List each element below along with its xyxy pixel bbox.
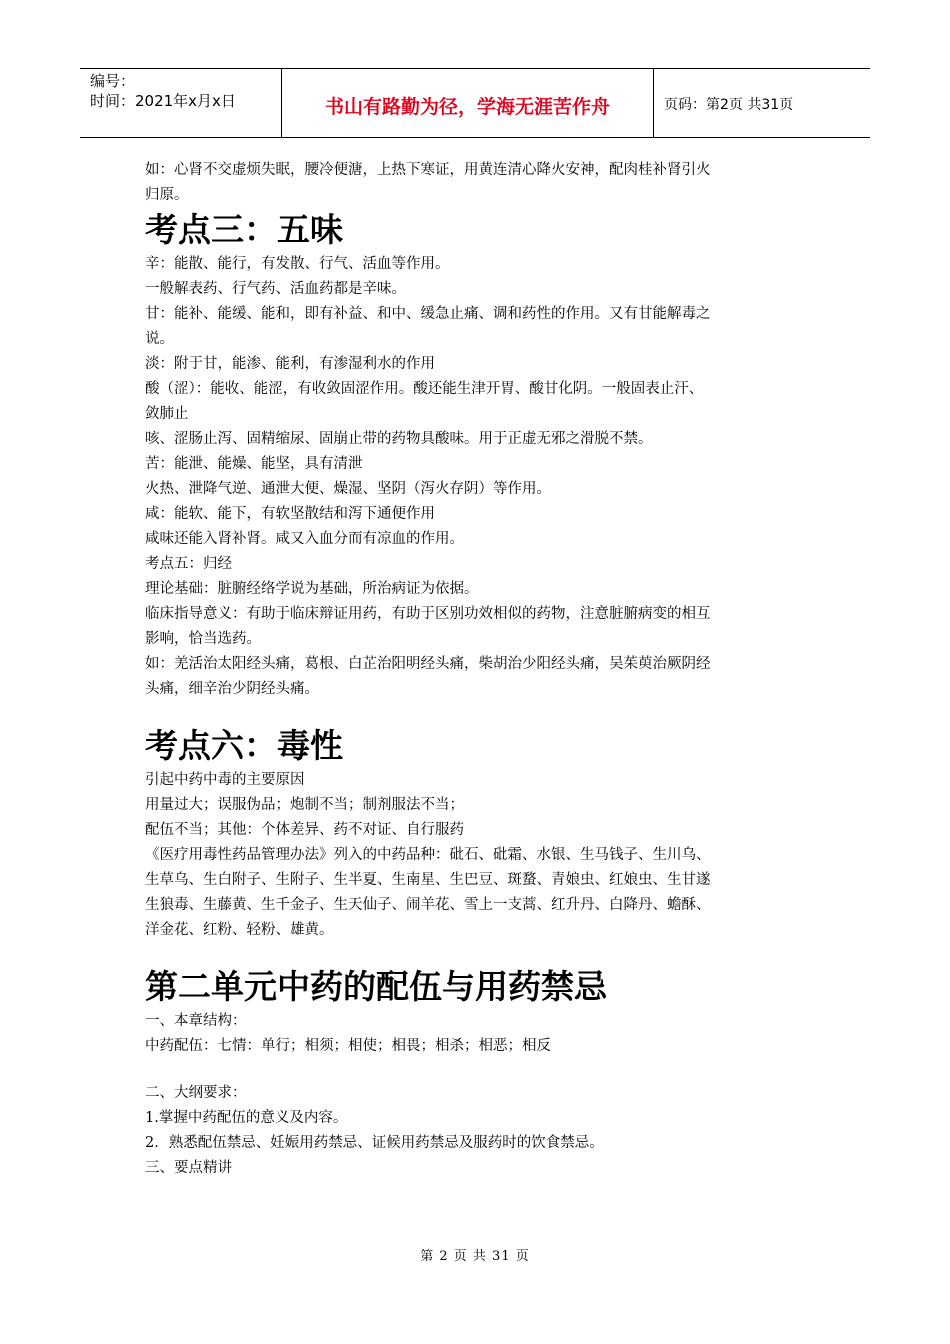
paragraph-line: 咳、涩肠止泻、固精缩尿、固崩止带的药物具酸味。用于正虚无邪之滑脱不禁。 [145,431,653,447]
paragraph-line: 归原。 [145,187,189,203]
paragraph-line: 引起中药中毒的主要原因 [145,772,305,788]
paragraph-line: 2．熟悉配伍禁忌、妊娠用药禁忌、证候用药禁忌及服药时的饮食禁忌。 [145,1135,604,1151]
paragraph-line: 1.掌握中药配伍的意义及内容。 [145,1110,348,1126]
paragraph-line: 敛肺止 [145,406,189,422]
page-header [80,68,870,138]
date-label: 时间：2021年x月x日 [90,92,236,110]
paragraph-line: 一般解表药、行气药、活血药都是辛味。 [145,281,406,297]
section-heading-wuwei: 考点三：五味 [145,210,343,249]
paragraph-line: 淡：附于甘，能渗、能利，有渗湿利水的作用 [145,356,435,372]
paragraph-line: 如：心肾不交虚烦失眠，腰冷便溏，上热下寒证，用黄连清心降火安神，配肉桂补肾引火 [145,162,711,178]
paragraph-line: 三、要点精讲 [145,1160,232,1176]
number-label: 编号： [90,72,136,90]
paragraph-line: 用量过大；误服伪品；炮制不当；制剂服法不当； [145,797,464,813]
paragraph-line: 酸（涩）：能收、能涩，有收敛固涩作用。酸还能生津开胃、酸甘化阴。一般固表止汗、 [145,381,704,397]
paragraph-line: 配伍不当；其他：个体差异、药不对证、自行服药 [145,822,464,838]
document-body [145,158,813,1181]
paragraph-line: 苦：能泄、能燥、能坚，具有清泄 [145,456,363,472]
paragraph-line: 如：羌活治太阳经头痛，葛根、白芷治阳明经头痛，柴胡治少阳经头痛，吴茱萸治厥阴经 [145,656,711,672]
spacer [145,1059,813,1081]
paragraph-line: 一、本章结构： [145,1013,247,1029]
unit-heading: 第二单元中药的配伍与用药禁忌 [145,967,607,1006]
paragraph-line: 考点五：归经 [145,556,232,572]
spacer [145,702,813,724]
paragraph-line: 二、大纲要求： [145,1085,247,1101]
spacer [145,943,813,965]
paragraph-line: 咸味还能入肾补肾。咸又入血分而有凉血的作用。 [145,531,464,547]
paragraph-line: 影响，恰当选药。 [145,631,261,647]
paragraph-line: 甘：能补、能缓、能和，即有补益、和中、缓急止痛、调和药性的作用。又有甘能解毒之 [145,306,711,322]
paragraph-line: 临床指导意义：有助于临床辩证用药，有助于区别功效相似的药物，注意脏腑病变的相互 [145,606,711,622]
header-meta [80,69,282,137]
paragraph-line: 理论基础：脏腑经络学说为基础，所治病证为依据。 [145,581,479,597]
paragraph-line: 《医疗用毒性药品管理办法》列入的中药品种：砒石、砒霜、水银、生马钱子、生川乌、 [145,847,711,863]
paragraph-line: 咸：能软、能下，有软坚散结和泻下通便作用 [145,506,435,522]
section-heading-duxing: 考点六：毒性 [145,726,343,765]
paragraph-line: 辛：能散、能行，有发散、行气、活血等作用。 [145,256,450,272]
header-motto: 书山有路勤为径，学海无涯苦作舟 [282,69,654,137]
paragraph-line: 中药配伍：七情：单行；相须；相使；相畏；相杀；相恶；相反 [145,1038,551,1054]
paragraph-line: 火热、泄降气逆、通泄大便、燥湿、坚阴（泻火存阴）等作用。 [145,481,551,497]
paragraph-line: 生草乌、生白附子、生附子、生半夏、生南星、生巴豆、斑蝥、青娘虫、红娘虫、生甘遂 [145,872,711,888]
paragraph-line: 头痛，细辛治少阴经头痛。 [145,681,319,697]
paragraph-line: 洋金花、红粉、轻粉、雄黄。 [145,922,334,938]
paragraph-line: 生狼毒、生藤黄、生千金子、生天仙子、闹羊花、雪上一支蒿、红升丹、白降丹、蟾酥、 [145,897,711,913]
page-footer: 第 2 页 共 31 页 [420,1249,530,1264]
paragraph-line: 说。 [145,331,174,347]
header-page-number: 页码：第2页 共31页 [664,97,794,113]
